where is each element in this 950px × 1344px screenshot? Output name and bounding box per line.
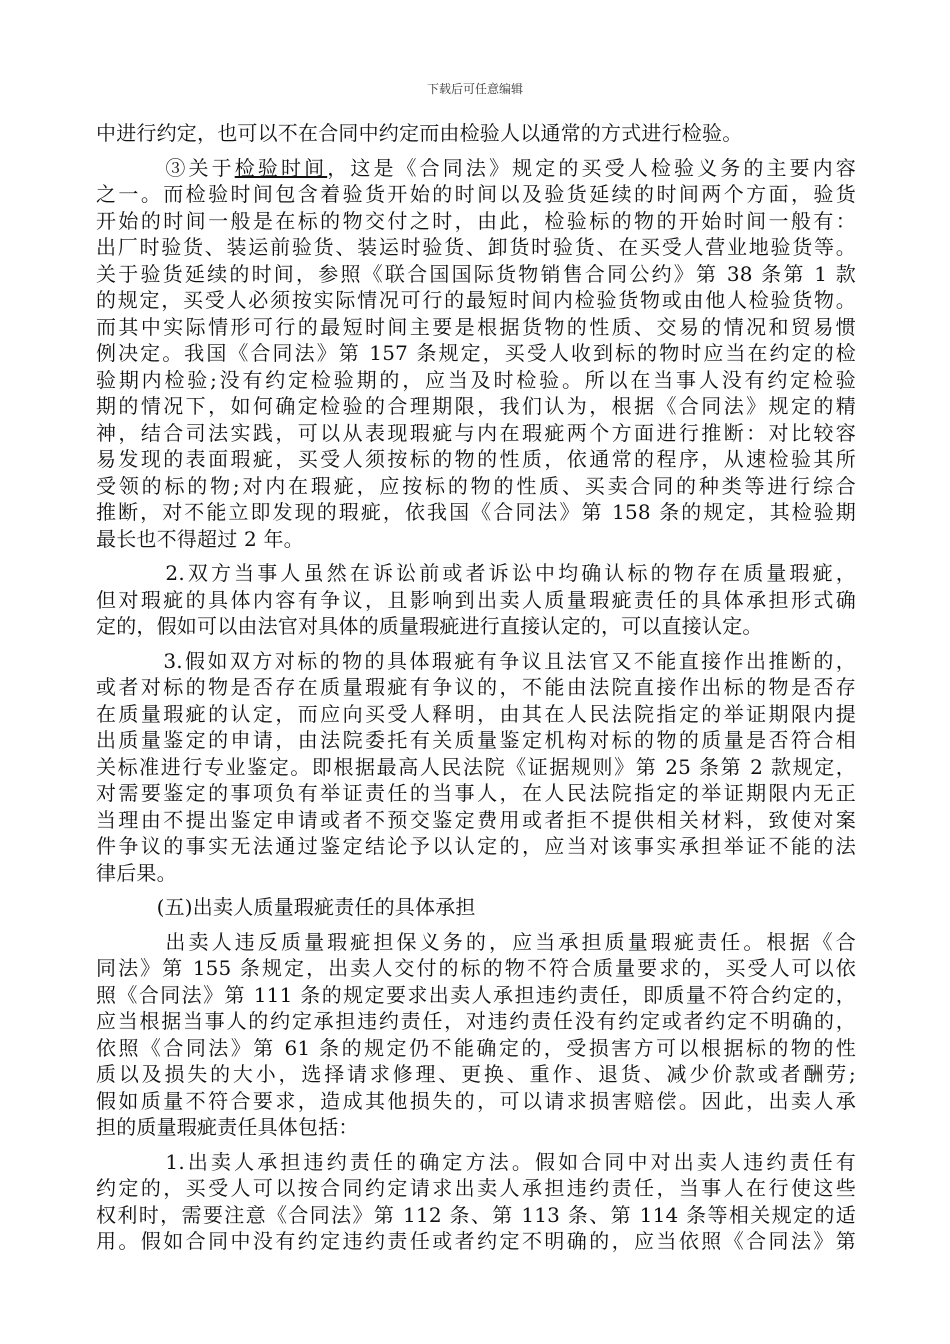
- text-line: ③关于检验时间，这是《合同法》规定的买受人检验义务的主要内容: [96, 155, 856, 180]
- text-line: 担的质量瑕疵责任具体包括：: [96, 1115, 359, 1139]
- text-line: 同法》第 155 条规定，出卖人交付的标的物不符合质量要求的，买受人可以依: [96, 956, 856, 980]
- text-line: 而其中实际情形可行的最短时间主要是根据货物的性质、交易的情况和贸易惯: [96, 314, 856, 339]
- text-line: 出卖人违反质量瑕疵担保义务的，应当承担质量瑕疵责任。根据《合: [96, 929, 856, 954]
- text-line: 受领的标的物;对内在瑕疵，应按标的物的性质、买卖合同的种类等进行综合: [96, 473, 856, 498]
- paragraph: [96, 155, 856, 553]
- page-header: 下载后可任意编辑: [426, 82, 523, 96]
- text-line: 出质量鉴定的申请，由法院委托有关质量鉴定机构对标的物的质量是否符合相: [96, 728, 856, 752]
- text-line: 神，结合司法实践，可以从表现瑕疵与内在瑕疵两个方面进行推断：对比较容: [96, 420, 856, 445]
- text-line: 约定的，买受人可以按合同约定请求出卖人承担违约责任，当事人在行使这些: [96, 1176, 856, 1200]
- text-line: 关于验货延续的时间，参照《联合国国际货物销售合同公约》第 38 条第 1 款: [96, 261, 856, 286]
- text-line: 对需要鉴定的事项负有举证责任的当事人，在人民法院指定的举证期限内无正: [96, 781, 856, 805]
- text-line: 定的，假如可以由法官对具体的质量瑕疵进行直接认定的，可以直接认定。: [96, 614, 763, 638]
- document-body: [96, 120, 856, 1263]
- text-line: 易发现的表面瑕疵，买受人须按标的物的性质，依通常的程序，从速检验其所: [96, 447, 856, 471]
- text-line: 中进行约定，也可以不在合同中约定而由检验人以通常的方式进行检验。: [96, 121, 743, 145]
- paragraph: [96, 120, 856, 147]
- paragraph: [96, 560, 856, 640]
- text-line: 当理由不提出鉴定申请或者不预交鉴定费用或者拒不提供相关材料，致使对案: [96, 807, 856, 832]
- text-line: 在质量瑕疵的认定，而应向买受人释明，由其在人民法院指定的举证期限内提: [96, 701, 856, 726]
- text-line: 假如质量不符合要求，造成其他损失的，可以请求损害赔偿。因此，出卖人承: [96, 1088, 856, 1113]
- paragraph: [96, 648, 856, 887]
- underlined-term: 检验时间: [234, 155, 328, 180]
- text-line: 件争议的事实无法通过鉴定结论予以认定的，应当对该事实承担举证不能的法: [96, 834, 856, 858]
- text-line: 最长也不得超过 2 年。: [96, 526, 304, 551]
- text-line: 照《合同法》第 111 条的规定要求出卖人承担违约责任，即质量不符合约定的，: [96, 982, 856, 1007]
- paragraph: [96, 1149, 856, 1255]
- text-line: 3.假如双方对标的物的具体瑕疵有争议且法官又不能直接作出推断的，: [96, 648, 856, 673]
- text-line: 但对瑕疵的具体内容有争议，且影响到出卖人质量瑕疵责任的具体承担形式确: [96, 587, 856, 612]
- text-line: 的规定，买受人必须按实际情况可行的最短时间内检验货物或由他人检验货物。: [96, 288, 856, 312]
- text-line: 推断，对不能立即发现的瑕疵，依我国《合同法》第 158 条的规定，其检验期: [96, 500, 856, 524]
- text-line: (五)出卖人质量瑕疵责任的具体承担: [96, 895, 476, 919]
- text-line: 关标准进行专业鉴定。即根据最高人民法院《证据规则》第 25 条第 2 款规定，: [96, 754, 856, 779]
- text-line: 之一。而检验时间包含着验货开始的时间以及验货延续的时间两个方面，验货: [96, 182, 856, 206]
- paragraph: [96, 894, 856, 921]
- text-line: 例决定。我国《合同法》第 157 条规定，买受人收到标的物时应当在约定的检: [96, 341, 856, 365]
- text-line: 开始的时间一般是在标的物交付之时，由此，检验标的物的开始时间一般有：: [96, 208, 856, 233]
- text-line: 2.双方当事人虽然在诉讼前或者诉讼中均确认标的物存在质量瑕疵，: [96, 561, 856, 585]
- text-line: 用。假如合同中没有约定违约责任或者约定不明确的，应当依照《合同法》第: [96, 1229, 856, 1253]
- text-line: 1.出卖人承担违约责任的确定方法。假如合同中对出卖人违约责任有: [96, 1149, 856, 1174]
- text-line: 律后果。: [96, 860, 177, 885]
- text-line: 依照《合同法》第 61 条的规定仍不能确定的，受损害方可以根据标的物的性: [96, 1035, 856, 1060]
- paragraph: [96, 929, 856, 1141]
- text-line: 期的情况下，如何确定检验的合理期限，我们认为，根据《合同法》规定的精: [96, 394, 856, 418]
- text-line: 质以及损失的大小，选择请求修理、更换、重作、退货、减少价款或者酬劳;: [96, 1062, 856, 1086]
- text-line: 应当根据当事人的约定承担违约责任，对违约责任没有约定或者约定不明确的，: [96, 1009, 856, 1033]
- text-line: 出厂时验货、装运前验货、装运时验货、卸货时验货、在买受人营业地验货等。: [96, 235, 856, 259]
- text-line: 权利时，需要注意《合同法》第 112 条、第 113 条、第 114 条等相关规定的适: [96, 1202, 856, 1227]
- text-line: 验期内检验;没有约定检验期的，应当及时检验。所以在当事人没有约定检验: [96, 367, 856, 392]
- text-line: 或者对标的物是否存在质量瑕疵有争议的，不能由法院直接作出标的物是否存: [96, 675, 856, 699]
